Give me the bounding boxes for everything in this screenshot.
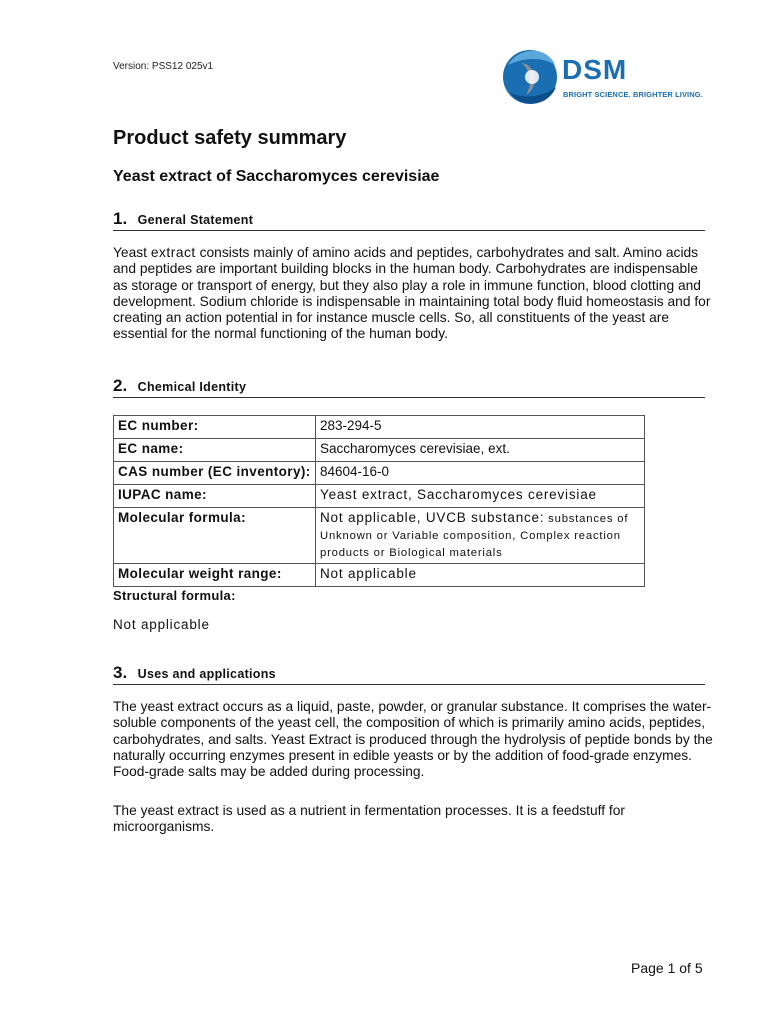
version-label: Version: PSS12 025v1 bbox=[113, 61, 214, 72]
chemical-identity-table bbox=[113, 415, 645, 587]
section-1-text-a: Yeast bbox=[113, 245, 148, 260]
section-3-paragraph-1: The yeast extract occurs as a liquid, paste, powder, or granular substance. It comprises the water-soluble components of the yeast cell, the composition of which is primarily amino acids, peptides, carbohydrates, and salts. Yeast Extract is produced through the hydrolysis of peptide bonds by the naturally occurring enzymes present in edible yeasts or by the addition of food-grade enzymes. Food-grade salts may be added during processing. bbox=[113, 699, 713, 780]
page-number: Page 1 of 5 bbox=[631, 960, 703, 976]
section-2-number: 2. bbox=[113, 376, 128, 395]
table-value: 84604-16-0 bbox=[316, 462, 645, 485]
section-1-text-c: consists mainly of amino acids and peptides, carbohydrates and salt. Amino acids and peptides are important building blocks in the human body. Carbohydrates are indispensable as storage or transport of energy, but they also play a role in immune function, blood clotting and development. Sodium chloride is indispensable in maintaining total body fluid homeostasis and for creating an action potential in for instance muscle cells. So, all constituents of the yeast are essential for the normal functioning of the human body. bbox=[113, 245, 711, 342]
table-value-main: Not applicable, UVCB substance: bbox=[320, 510, 545, 525]
dsm-logo bbox=[500, 43, 703, 111]
page-subtitle: Yeast extract of Saccharomyces cerevisiae bbox=[113, 168, 440, 185]
section-1-number: 1. bbox=[113, 209, 128, 228]
section-1-heading bbox=[113, 209, 705, 231]
section-3-heading bbox=[113, 663, 705, 685]
table-value: Yeast extract, Saccharomyces cerevisiae bbox=[316, 485, 645, 508]
section-3-paragraph-2: The yeast extract is used as a nutrient in fermentation processes. It is a feedstuff for microorganisms. bbox=[113, 803, 626, 835]
section-2-title: Chemical Identity bbox=[137, 380, 247, 394]
table-row bbox=[114, 439, 645, 462]
table-value: Saccharomyces cerevisiae, ext. bbox=[316, 439, 645, 462]
table-value-note: substances of Unknown or Variable composition, Complex reaction products or Biological materials bbox=[320, 513, 629, 559]
section-2-heading bbox=[113, 376, 705, 398]
table-key: IUPAC name: bbox=[114, 485, 316, 508]
section-1-text bbox=[113, 245, 713, 343]
table-key: EC name: bbox=[114, 439, 316, 462]
page-title: Product safety summary bbox=[113, 127, 347, 149]
logo-wordmark: DSM bbox=[562, 54, 628, 85]
section-3-title: Uses and applications bbox=[137, 667, 276, 681]
dsm-logo-icon bbox=[500, 43, 562, 111]
table-key: Molecular formula: bbox=[114, 508, 316, 564]
table-row bbox=[114, 564, 645, 587]
table-key: CAS number (EC inventory): bbox=[114, 462, 316, 485]
table-key: Molecular weight range: bbox=[114, 564, 316, 587]
section-1-text-b: extract bbox=[150, 245, 196, 260]
section-3-number: 3. bbox=[113, 663, 128, 682]
table-row bbox=[114, 462, 645, 485]
logo-tagline: BRIGHT SCIENCE. BRIGHTER LIVING. bbox=[563, 90, 703, 99]
table-key: EC number: bbox=[114, 416, 316, 439]
table-row bbox=[114, 485, 645, 508]
table-value: 283-294-5 bbox=[316, 416, 645, 439]
table-row bbox=[114, 508, 645, 564]
section-1-title: General Statement bbox=[137, 213, 254, 227]
structural-formula-label: Structural formula: bbox=[113, 588, 236, 603]
structural-formula-value: Not applicable bbox=[113, 617, 210, 632]
table-value bbox=[316, 508, 645, 564]
table-row bbox=[114, 416, 645, 439]
table-value: Not applicable bbox=[316, 564, 645, 587]
